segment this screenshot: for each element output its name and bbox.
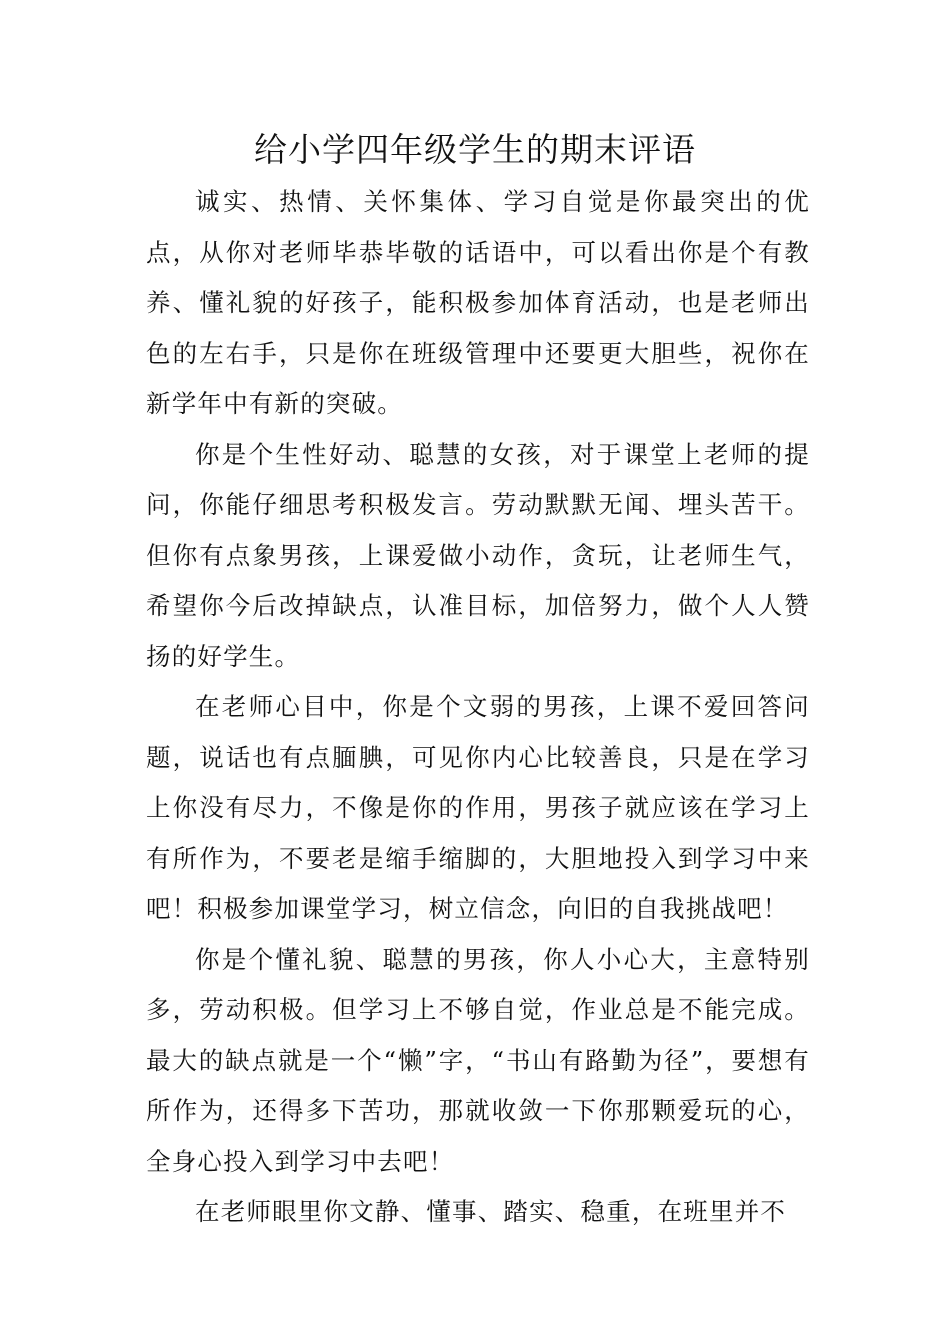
document-body: [146, 177, 810, 1238]
paragraph-4: 你是个懂礼貌、聪慧的男孩，你人小心大，主意特别多，劳动积极。但学习上不够自觉，作业总是不能完成。最大的缺点就是一个“懒”字，“书山有路勤为径”，要想有所作为，还得多下苦功，那就收敛一下你那颗爱玩的心，全身心投入到学习中去吧！: [146, 944, 810, 1176]
document-title: 给小学四年级学生的期末评语: [254, 130, 696, 169]
paragraph-1: 诚实、热情、关怀集体、学习自觉是你最突出的优点，从你对老师毕恭毕敬的话语中，可以看出你是个有教养、懂礼貌的好孩子，能积极参加体育活动，也是老师出色的左右手，只是你在班级管理中还要更大胆些，祝你在新学年中有新的突破。: [146, 187, 810, 418]
paragraph-2: 你是个生性好动、聪慧的女孩，对于课堂上老师的提问，你能仔细思考积极发言。劳动默默无闻、埋头苦干。但你有点象男孩，上课爱做小动作，贪玩，让老师生气，希望你今后改掉缺点，认准目标，加倍努力，做个人人赞扬的好学生。: [146, 439, 810, 671]
paragraph-3: 在老师心目中，你是个文弱的男孩，上课不爱回答问题，说话也有点腼腆，可见你内心比较善良，只是在学习上你没有尽力，不像是你的作用，男孩子就应该在学习上有所作为，不要老是缩手缩脚的，大胆地投入到学习中来吧！积极参加课堂学习，树立信念，向旧的自我挑战吧！: [146, 692, 810, 923]
paragraph-5: 在老师眼里你文静、懂事、踏实、稳重，在班里并不: [195, 1197, 787, 1226]
